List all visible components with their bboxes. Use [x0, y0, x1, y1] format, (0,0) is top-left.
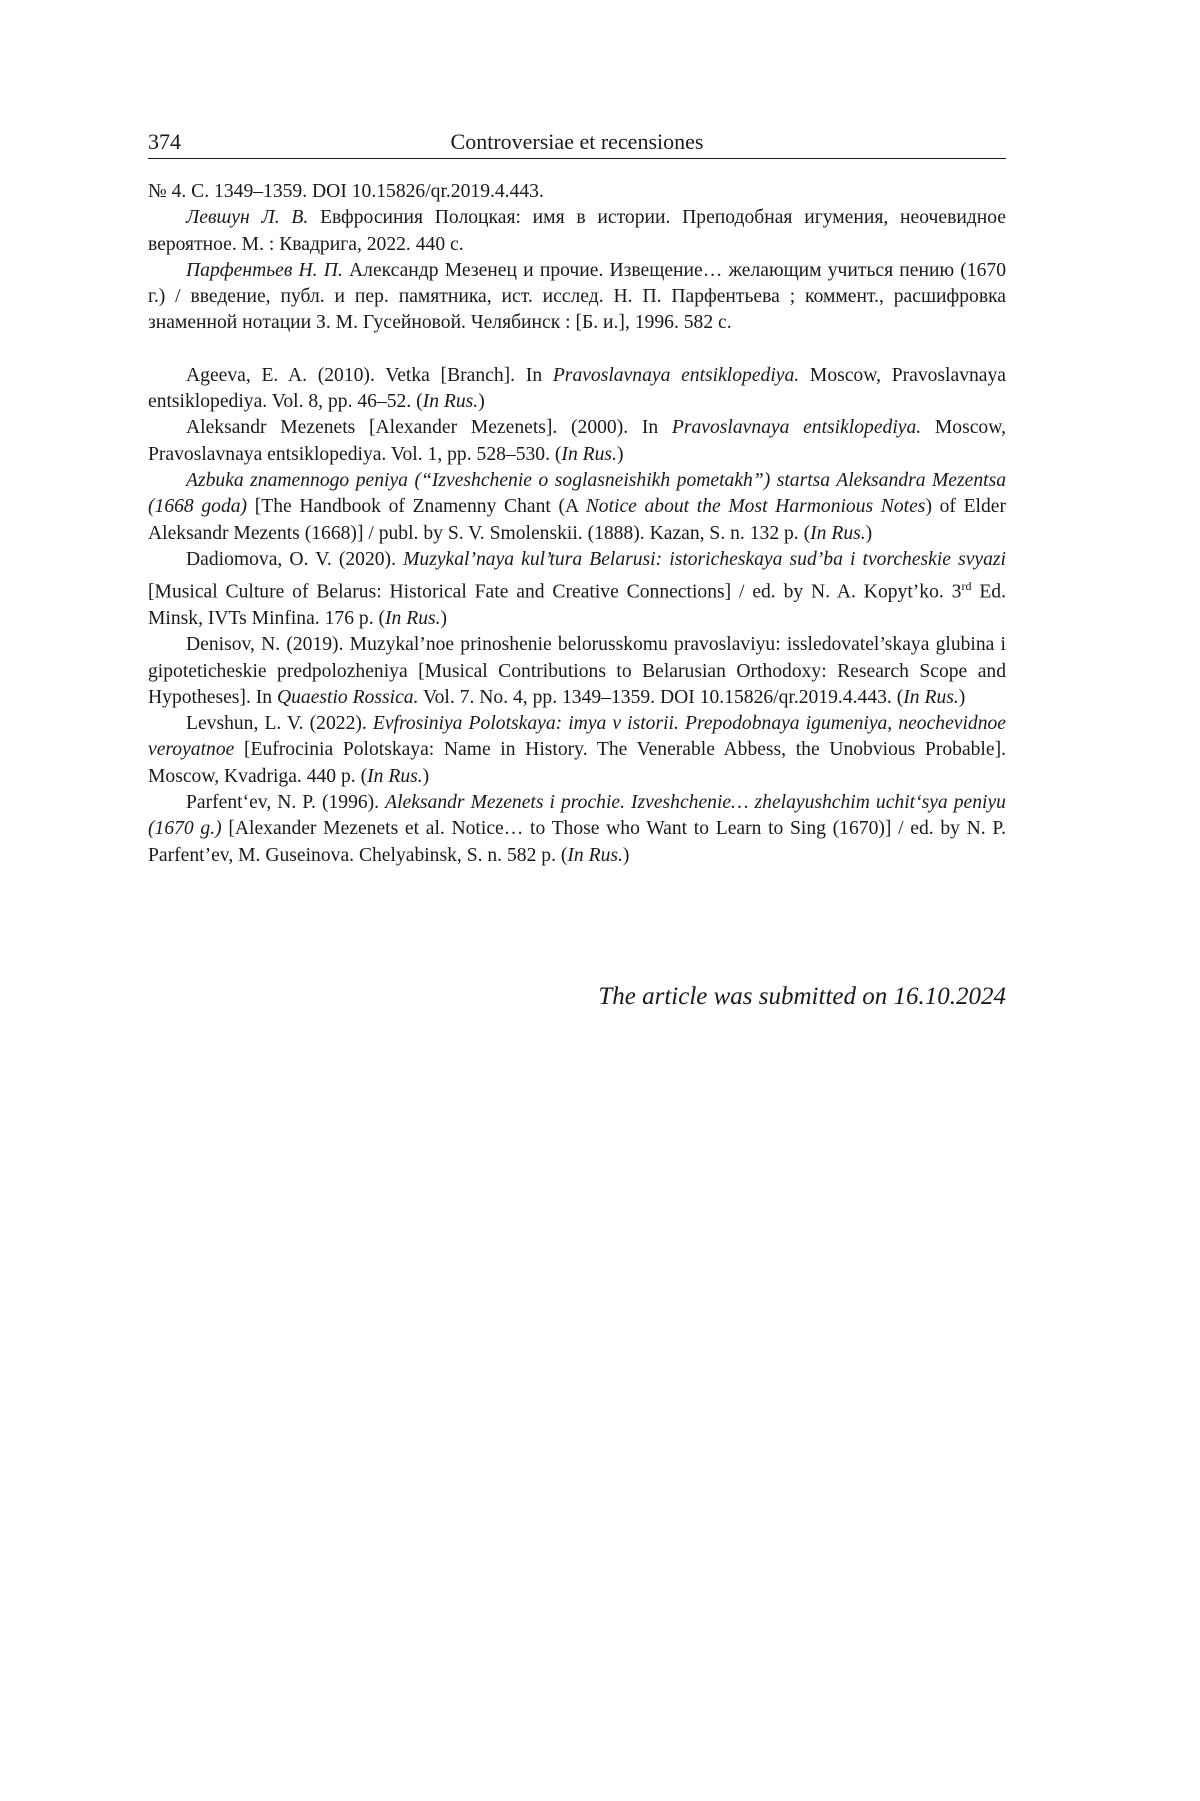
reference-italic-segment: In Rus.: [561, 443, 617, 465]
latin-references: [148, 363, 1006, 869]
reference-segment: [Eufrocinia Polotskaya: Name in History. The Venerable Abbess, the Unobvious Probable]. Moscow, Kvadriga. 440 p. (: [148, 739, 1006, 787]
reference-segment: ): [616, 443, 624, 465]
reference-italic-segment: In Rus.: [422, 391, 479, 413]
reference-segment: [Alexander Mezenets et al. Notice… to Those who Want to Learn to Sing (1670)] / ed. by N. P. Parfent’ev, M. Guseinova. Chelyabinsk, S. n. 582 p. (: [148, 818, 1006, 866]
reference-segment: Ed. Minsk, IVTs Minfina. 176 p. (: [148, 581, 1007, 629]
reference-segment: Vol. 7. No. 4, pp. 1349–1359. DOI 10.15826/qr.2019.4.443. (: [418, 686, 904, 708]
reference-italic-segment: In Rus.: [385, 607, 441, 629]
reference-italic-segment: In Rus.: [567, 844, 623, 866]
reference-segment: rd: [961, 579, 972, 594]
reference-segment: ): [478, 391, 485, 413]
reference-segment: [The Handbook of Znamenny Chant (A: [247, 496, 586, 518]
reference-entry: [148, 790, 1006, 869]
reference-italic-segment: Левшун Л. В.: [186, 207, 309, 229]
reference-segment: № 4. С. 1349–1359. DOI 10.15826/qr.2019.4.443.: [148, 181, 544, 202]
page-number: 374: [148, 129, 181, 154]
reference-italic-segment: Pravoslavnaya entsiklopediya.: [671, 417, 922, 439]
reference-entry: [148, 415, 1006, 468]
reference-italic-segment: In Rus.: [367, 765, 423, 787]
running-title: Controversiae et recensiones: [450, 129, 704, 154]
reference-segment: ): [440, 607, 448, 629]
reference-italic-segment: Парфентьев Н. П.: [186, 259, 343, 281]
reference-entry: [148, 205, 1006, 258]
reference-entry: [148, 363, 1006, 416]
references-gap: [148, 337, 1006, 363]
reference-segment: Denisov, N. (2019). Muzykal’noe prinoshenie belorusskomu pravoslaviyu: issledovatel’skaya glubina i gipoteticheskie predpolozheniya [Musical Contributions to Belarusian Orthodoxy: Research Scope and Hypotheses]. In: [148, 634, 1006, 708]
reference-segment: Levshun, L. V. (2022).: [186, 713, 373, 735]
reference-segment: Dadiomova, O. V. (2020).: [186, 548, 404, 570]
reference-entry: [148, 711, 1006, 790]
reference-segment: ): [422, 765, 430, 787]
reference-italic-segment: Pravoslavnaya entsiklopediya.: [552, 364, 800, 386]
reference-segment: Parfent‘ev, N. P. (1996).: [186, 792, 386, 814]
reference-segment: Александр Мезенец и прочие. Извещение… желающим учиться пению (1670 г.) / введение, публ. и пер. памятника, ист. исслед. Н. П. Парфентьева ; коммент., расшифровка знаменной нотации З. М. Гусейновой. Челябинск : [Б. и.], 1996. 582 с.: [148, 259, 1006, 334]
reference-entry: [148, 468, 1006, 547]
reference-segment: ): [958, 686, 966, 708]
reference-segment: ): [865, 522, 873, 544]
reference-italic-segment: In Rus.: [810, 522, 866, 544]
reference-entry: [148, 632, 1006, 711]
reference-segment: Moscow, Pravoslavnaya entsiklopediya. Vol. 1, pp. 528–530. (: [148, 417, 1006, 465]
reference-entry: [148, 547, 1006, 632]
reference-segment: Ageeva, E. A. (2010). Vetka [Branch]. In: [186, 364, 553, 386]
reference-italic-segment: Muzykal’naya kul’tura Belarusi: istoricheskaya sud’ba i tvorcheskie svyazi: [403, 548, 1006, 570]
reference-segment: Aleksandr Mezenets [Alexander Mezenets]. (2000). In: [186, 417, 672, 439]
reference-italic-segment: Notice about the Most Harmonious Notes: [585, 496, 926, 518]
reference-italic-segment: Quaestio Rossica.: [276, 686, 419, 708]
cyrillic-references: [148, 179, 1006, 337]
reference-segment: Евфросиния Полоцкая: имя в истории. Преподобная игумения, неочевидное вероятное. М. : Квадрига, 2022. 440 с.: [148, 207, 1006, 255]
reference-segment: ) of Elder Aleksandr Mezents (1668)] / publ. by S. V. Smolenskii. (1888). Kazan, S. n. 132 p. (: [148, 496, 1006, 544]
reference-entry: [148, 258, 1006, 337]
submission-note: The article was submitted on 16.10.2024: [598, 983, 1006, 1010]
reference-segment: ): [622, 844, 630, 866]
reference-segment: [Musical Culture of Belarus: Historical Fate and Creative Connections] / ed. by N. A. Kopyt’ko. 3: [148, 581, 962, 603]
reference-italic-segment: Aleksandr Mezenets i prochie. Izveshchenie… zhelayushchim uchit‘sya peniyu (1670 g.): [148, 792, 1006, 840]
reference-italic-segment: Azbuka znamennogo peniya (“Izveshchenie o soglasneishikh pometakh”) startsa Aleksandra Mezentsa (1668 goda): [148, 469, 1006, 518]
reference-segment: Moscow, Pravoslavnaya entsiklopediya. Vol. 8, pp. 46–52. (: [148, 364, 1006, 413]
reference-italic-segment: Evfrosiniya Polotskaya: imya v istorii. Prepodobnaya igumeniya, neochevidnoe veroyatnoe: [148, 713, 1006, 761]
references-list: [148, 179, 1006, 869]
reference-italic-segment: In Rus.: [903, 686, 959, 708]
page-header: [148, 128, 1006, 159]
reference-entry: [148, 179, 1006, 205]
